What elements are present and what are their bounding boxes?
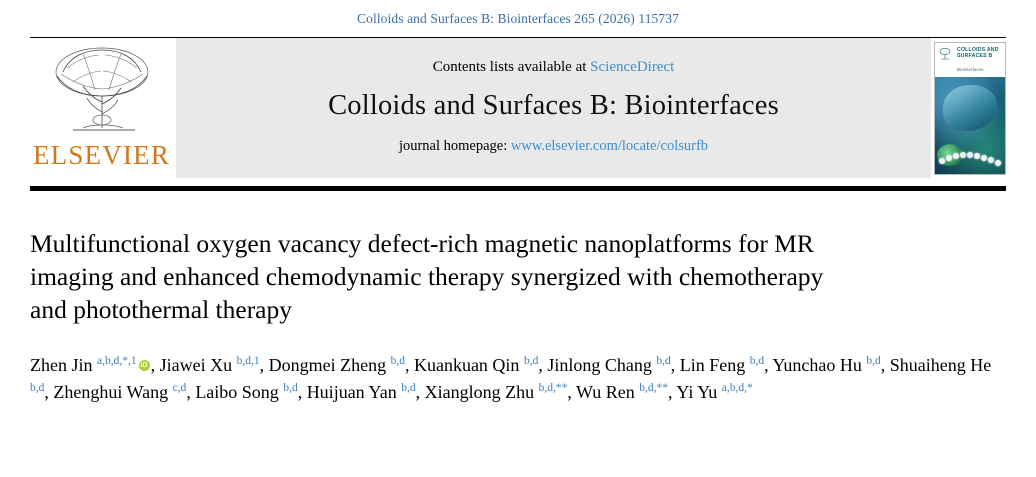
- masthead-bottom-rule: [30, 186, 1006, 191]
- author-affiliation-marker[interactable]: b,d,**: [639, 382, 669, 394]
- author-affiliation-marker[interactable]: a,b,d,*: [721, 382, 753, 394]
- author-affiliation-marker[interactable]: b,d: [749, 355, 765, 367]
- author-affiliation-marker[interactable]: a,b,d,*,1: [97, 355, 137, 367]
- author-name: Xianglong Zhu: [424, 382, 535, 402]
- author-entry: [425, 382, 576, 402]
- author-separator: ,: [150, 355, 160, 375]
- author-affiliation-marker[interactable]: b,d,**: [538, 382, 568, 394]
- contents-prefix: Contents lists available at: [432, 59, 591, 75]
- cover-artwork: [935, 77, 1005, 174]
- article-title: Multifunctional oxygen vacancy defect-rich magnetic nanoplatforms for MR imaging and enhanced chemodynamic therapy synergized with chemotherapy and photothermal therapy: [30, 229, 824, 324]
- author-affiliation-marker[interactable]: b,d,1: [236, 355, 260, 367]
- author-name: Laibo Song: [195, 382, 279, 402]
- sciencedirect-link[interactable]: ScienceDirect: [590, 59, 675, 75]
- author-name: Shuaiheng He: [889, 355, 992, 375]
- author-name: Lin Feng: [679, 355, 746, 375]
- author-name: Jinlong Chang: [547, 355, 652, 375]
- article-header: [30, 227, 1006, 406]
- author-entry: [53, 382, 195, 402]
- journal-homepage-line: [399, 138, 708, 155]
- author-entry: [676, 382, 752, 402]
- elsevier-wordmark: ELSEVIER: [32, 140, 171, 170]
- author-separator: ,: [670, 355, 680, 375]
- author-entry: [772, 355, 889, 375]
- author-affiliation-marker[interactable]: b,d: [30, 382, 45, 394]
- author-name: Jiawei Xu: [159, 355, 233, 375]
- author-name: Zhen Jin: [30, 355, 93, 375]
- author-separator: ,: [44, 382, 54, 402]
- author-entry: [547, 355, 679, 375]
- author-separator: ,: [567, 382, 577, 402]
- journal-title: Colloids and Surfaces B: Biointerfaces: [328, 90, 779, 121]
- journal-masthead: [30, 37, 1006, 178]
- running-head: Colloids and Surfaces B: Biointerfaces 265 (2026) 115737: [357, 11, 679, 26]
- author-affiliation-marker[interactable]: b,d: [401, 382, 416, 394]
- author-separator: ,: [764, 355, 773, 375]
- author-entry: [680, 355, 773, 375]
- author-name: Yunchao Hu: [772, 355, 862, 375]
- elsevier-logo: [30, 38, 173, 178]
- author-affiliation-marker[interactable]: b,d: [656, 355, 671, 367]
- author-affiliation-marker[interactable]: c,d: [172, 382, 187, 394]
- author-name: Kuankuan Qin: [413, 355, 520, 375]
- author-separator: ,: [880, 355, 890, 375]
- author-entry: [576, 382, 676, 402]
- author-entry: [195, 382, 306, 402]
- author-separator: ,: [186, 382, 196, 402]
- author-affiliation-marker[interactable]: b,d: [866, 355, 881, 367]
- cover-title: [957, 47, 1003, 60]
- author-entry: [160, 355, 269, 375]
- homepage-prefix: journal homepage:: [398, 138, 511, 154]
- journal-cover-thumbnail: [934, 42, 1006, 175]
- cover-subtitle: Biointerfaces: [957, 66, 984, 72]
- author-entry: [414, 355, 547, 375]
- author-affiliation-marker[interactable]: b,d: [283, 382, 298, 394]
- elsevier-tree-icon: [43, 42, 161, 138]
- author-affiliation-marker[interactable]: b,d: [390, 355, 405, 367]
- cover-artwork-beads: [939, 152, 1003, 164]
- author-entry: [30, 355, 160, 375]
- cover-title-line2: SURFACES B: [957, 52, 993, 59]
- journal-band: [176, 38, 931, 178]
- cover-header: [935, 43, 1005, 77]
- cover-title-line1: COLLOIDS AND: [957, 46, 999, 53]
- author-name: Huijuan Yan: [306, 382, 397, 402]
- author-name: Zhenghui Wang: [53, 382, 169, 402]
- author-name: Dongmei Zheng: [268, 355, 387, 375]
- author-name: Wu Ren: [576, 382, 635, 402]
- cover-elsevier-tree-icon: [939, 47, 951, 61]
- cover-artwork-shape: [943, 85, 997, 131]
- author-list: [30, 352, 1006, 406]
- author-entry: [269, 355, 414, 375]
- author-separator: ,: [404, 355, 414, 375]
- author-affiliation-marker[interactable]: b,d: [523, 355, 539, 367]
- author-entry: [307, 382, 425, 402]
- author-separator: ,: [297, 382, 307, 402]
- author-separator: ,: [415, 382, 425, 402]
- contents-available-line: [433, 59, 675, 76]
- author-name: Yi Yu: [676, 382, 718, 402]
- journal-homepage-link[interactable]: www.elsevier.com/locate/colsurfb: [510, 138, 709, 154]
- author-separator: ,: [668, 382, 677, 402]
- author-separator: ,: [259, 355, 269, 375]
- orcid-icon[interactable]: [139, 360, 150, 371]
- author-separator: ,: [538, 355, 548, 375]
